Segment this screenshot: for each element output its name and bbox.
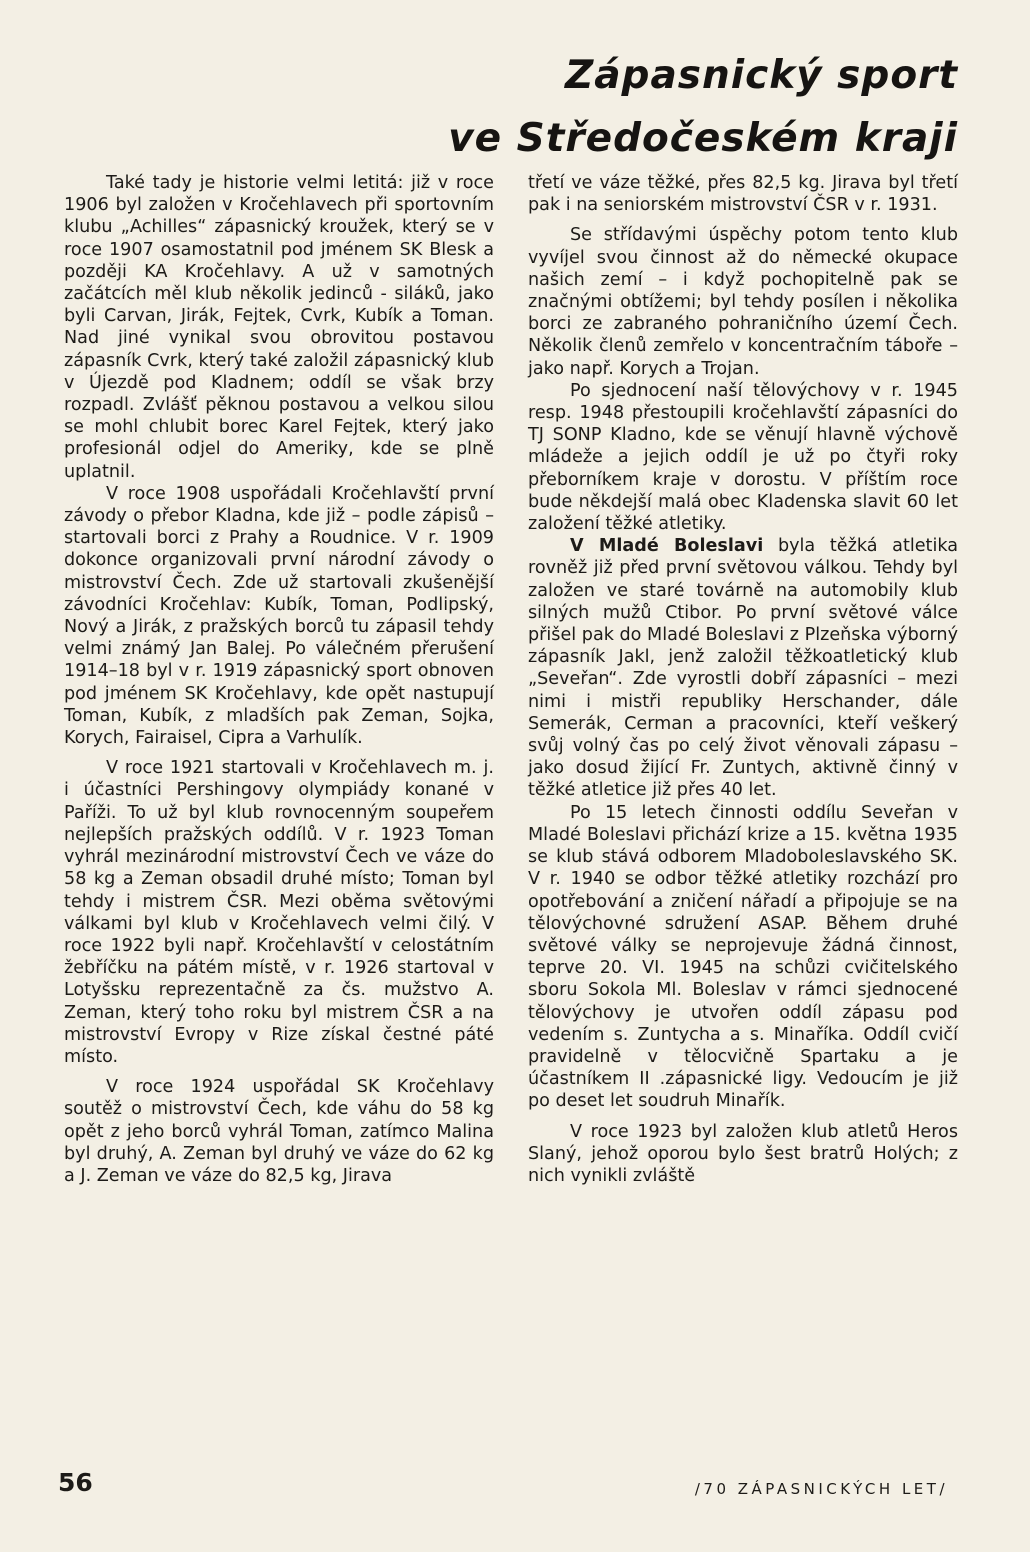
page-number: 56	[58, 1468, 93, 1497]
right-column	[528, 172, 958, 1187]
article-title-line1: Zápasnický sport	[564, 53, 958, 98]
paragraph: Po sjednocení naší tělovýchovy v r. 1945 resp. 1948 přestoupili kročehlavští zápasníci do TJ SONP Kladno, kde se věnují hlavně výchově mládeže a jejich oddíl je už po čtyři roky přeborníkem kraje v dorostu. V příštím roce bude někdejší malá obec Kladenska slavit 60 let založení těžké atletiky.	[528, 380, 958, 535]
running-footer: /70 ZÁPASNICKÝCH LET/	[694, 1480, 948, 1498]
paragraph: Také tady je historie velmi letitá: již v roce 1906 byl založen v Kročehlavech při sportovním klubu „Achilles“ zápasnický kroužek, který se v roce 1907 osamostatnil pod jménem SK Blesk a později KA Kročehlavy. A už v samotných začátcích měl klub několik jedinců - siláků, jako byli Carvan, Jirák, Fejtek, Cvrk, Kubík a Toman. Nad jiné vynikal svou obrovitou postavou zápasník Cvrk, který také založil zápasnický klub v Újezdě pod Kladnem; oddíl se však brzy rozpadl. Zvlášť pěknou postavou a velkou silou se mohl chlubit borec Karel Fejtek, který jako profesionál odjel do Ameriky, kde se plně uplatnil.	[64, 173, 494, 482]
paragraph: V roce 1908 uspořádali Kročehlavští první závody o přebor Kladna, kde již – podle zápisů – startovali borci z Prahy a Roudnice. V r. 1909 dokonce organizovali první národní závody o mistrovství Čech. Zde už startovali zkušenější závodníci Kročehlav: Kubík, Toman, Podlipský, Nový a Jirák, z pražských borců tu zápasil tehdy velmi známý Jan Balej. Po válečném přerušení 1914–18 byl v r. 1919 zápasnický sport obnoven pod jménem SK Kročehlavy, kde opět nastupují Toman, Kubík, z mladších pak Zeman, Sojka, Korych, Fairaisel, Cipra a Varhulík.	[64, 483, 494, 749]
article-title-line2: ve Středočeském kraji	[448, 116, 958, 161]
article-title	[448, 44, 958, 170]
paragraph-mlada-boleslav	[528, 535, 958, 801]
bold-lead: V Mladé Boleslavi	[570, 536, 764, 557]
paragraph: Se střídavými úspěchy potom tento klub vyvíjel svou činnost až do německé okupace našich zemí – i když pochopitelně pak se značnými obtížemi; byl tehdy posílen i několika borci ze zabraného pohraničního území Čech. Několik členů zemřelo v koncentračním táboře – jako např. Korych a Trojan.	[528, 225, 958, 379]
paragraph: V roce 1923 byl založen klub atletů Heros Slaný, jehož oporou bylo šest bratrů Holých; z nich vynikli zvláště	[528, 1121, 958, 1186]
paragraph-text: byla těžká atletika rovněž již před první světovou válkou. Tehdy byl založen ve staré továrně na automobily klub silných mužů Ctibor. Po první světové válce přišel pak do Mladé Boleslavi z Plzeňska výborný zápasník Jakl, jenž založil těžkoatletický klub „Seveřan“. Zde vyrostli dobří zápasníci – mezi nimi i mistři republiky Herschander, dále Semerák, Cerman a pracovníci, kteří veškerý svůj volný čas po celý život věnovali zápasu – jako dosud žijící Fr. Zuntych, aktivně činný v těžké atletice již přes 40 let.	[528, 536, 959, 801]
paragraph: V roce 1924 uspořádal SK Kročehlavy soutěž o mistrovství Čech, kde váhu do 58 kg opět z jeho borců vyhrál Toman, zatímco Malina byl druhý, A. Zeman byl druhý ve váze do 62 kg a J. Zeman ve váze do 82,5 kg, Jirava	[64, 1077, 494, 1186]
paragraph: V roce 1921 startovali v Kročehlavech m. j. i účastníci Pershingovy olympiády konané v Paříži. To už byl klub rovnocenným soupeřem nejlepších pražských oddílů. V r. 1923 Toman vyhrál mezinárodní mistrovství Čech ve váze do 58 kg a Zeman obsadil druhé místo; Toman byl tehdy i mistrem ČSR. Mezi oběma světovými válkami byl klub v Kročehlavech velmi čilý. V roce 1922 byli např. Kročehlavští v celostátním žebříčku na pátém místě, v r. 1926 startoval v Lotyšsku reprezentačně za čs. mužstvo A. Zeman, který toho roku byl mistrem ČSR a na mistrovství Evropy v Rize získal čestné páté místo.	[64, 758, 494, 1067]
left-column	[64, 172, 494, 1187]
paragraph: Po 15 letech činnosti oddílu Seveřan v Mladé Boleslavi přichází krize a 15. května 1935 se klub stává odborem Mladoboleslavského SK. V r. 1940 se odbor těžké atletiky rozchází pro opotřebování a zničení nářadí a připojuje se na tělovýchovné sdružení ASAP. Během druhé světové války se neprojevuje žádná činnost, teprve 20. VI. 1945 na schůzi cvičitelského sboru Sokola Ml. Boleslav v rámci sjednocené tělovýchovy je utvořen oddíl zápasu pod vedením s. Zuntycha a s. Minaříka. Oddíl cvičí pravidelně v tělocvičně Spartaku a je účastníkem II .zápasnické ligy. Vedoucím je již po deset let soudruh Minařík.	[528, 802, 958, 1112]
paragraph: třetí ve váze těžké, přes 82,5 kg. Jirava byl třetí pak i na seniorském mistrovství ČSR v r. 1931.	[528, 173, 958, 216]
